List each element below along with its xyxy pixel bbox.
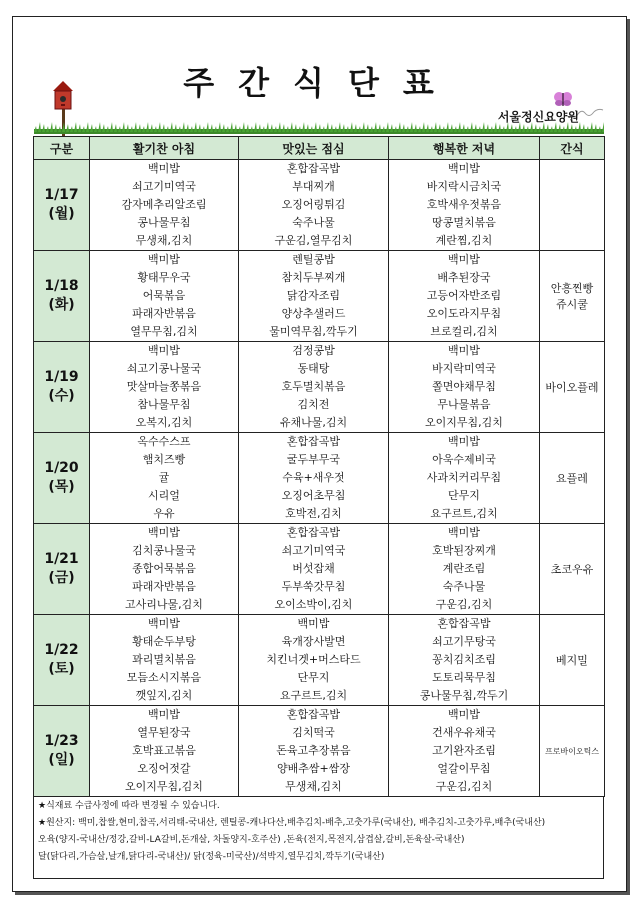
breakfast-cell — [90, 342, 239, 433]
menu-item: 호박전,김치 — [285, 507, 342, 520]
menu-item: 사과치커리무침 — [426, 471, 502, 484]
menu-item: 백미밥 — [148, 708, 180, 721]
menu-item: 오징어젓갈 — [137, 762, 191, 775]
menu-item: 쫄면야채무침 — [432, 380, 496, 393]
menu-item: 바지락시금치국 — [426, 180, 502, 193]
column-header: 활기찬 아침 — [90, 137, 239, 160]
menu-item: 동태탕 — [297, 362, 330, 375]
menu-item: 백미밥 — [148, 617, 180, 630]
menu-item: 열무무침,김치 — [130, 325, 198, 338]
menu-item: 백미밥 — [148, 526, 180, 539]
breakfast-cell — [90, 433, 239, 524]
menu-item: 얼갈이무침 — [437, 762, 491, 775]
menu-item: 고사리나물,김치 — [125, 598, 203, 611]
day-row — [34, 433, 605, 524]
page-title: 주간식단표 — [183, 64, 458, 102]
notes-box — [33, 796, 604, 879]
lunch-cell — [239, 433, 389, 524]
menu-item: 백미밥 — [297, 617, 330, 630]
breakfast-cell — [90, 706, 239, 797]
menu-item: 오이소박이,김치 — [274, 598, 353, 611]
breakfast-cell — [90, 251, 239, 342]
day-date: 1/17 — [44, 187, 79, 203]
menu-item: 파래자반볶음 — [132, 580, 196, 593]
weekly-menu-table — [33, 136, 605, 797]
menu-item: 고기완자조림 — [432, 744, 496, 757]
day-label — [34, 342, 90, 433]
menu-item: 백미밥 — [448, 253, 480, 266]
menu-item: 꽈리멸치볶음 — [132, 653, 196, 666]
day-row — [34, 342, 605, 433]
menu-item: 숙주나물 — [292, 216, 335, 229]
menu-item: 오이지무침,김치 — [425, 416, 503, 429]
column-header: 맛있는 점심 — [239, 137, 389, 160]
menu-item: 감자메추리알조림 — [121, 198, 207, 211]
menu-item: 수육+새우젓 — [282, 471, 345, 484]
menu-item: 구운김,김치 — [435, 598, 493, 611]
day-row — [34, 706, 605, 797]
note-line: ★식재료 수급사정에 따라 변경될 수 있습니다. — [38, 801, 220, 811]
menu-item: 건새우유채국 — [432, 726, 496, 739]
grass-decoration — [34, 120, 604, 134]
menu-item: 백미밥 — [148, 162, 180, 175]
day-date: 1/22 — [44, 642, 79, 658]
lunch-cell — [239, 160, 389, 251]
menu-item: 유채나물,김치 — [279, 416, 348, 429]
table-header-row — [34, 137, 605, 160]
menu-item: 백미밥 — [448, 435, 480, 448]
menu-item: 쇠고기콩나물국 — [126, 362, 202, 375]
menu-item: 혼합잡곡밥 — [286, 435, 341, 448]
menu-item: 호두멸치볶음 — [281, 380, 346, 393]
menu-item: 혼합잡곡밥 — [286, 526, 341, 539]
menu-item: 계란조림 — [442, 562, 486, 575]
menu-item: 열무된장국 — [137, 726, 191, 739]
menu-item: 오이지무침,김치 — [125, 780, 203, 793]
menu-item: 버섯잡채 — [292, 562, 335, 575]
day-weekday: (목) — [48, 479, 75, 495]
snack-item: 안흥찐빵 쥬시쿨 — [550, 282, 594, 311]
breakfast-cell — [90, 615, 239, 706]
column-header: 간식 — [540, 137, 605, 160]
breakfast-cell — [90, 524, 239, 615]
dinner-cell — [389, 251, 540, 342]
menu-item: 백미밥 — [148, 253, 180, 266]
column-header: 구분 — [34, 137, 90, 160]
day-row — [34, 160, 605, 251]
menu-item: 고등어자반조림 — [426, 289, 502, 302]
snack-cell — [540, 342, 605, 433]
note-line: 오육(양지-국내산/정강,갈비-LA갈비,돈개살, 차돌양지-호주산) ,돈육(전지,목전지,삼겹살,갈비,돈육살-국내산) — [38, 835, 465, 845]
snack-item: 요플레 — [556, 472, 588, 485]
lunch-cell — [239, 342, 389, 433]
day-date: 1/19 — [44, 369, 79, 385]
lunch-cell — [239, 251, 389, 342]
menu-item: 백미밥 — [448, 162, 480, 175]
day-weekday: (토) — [48, 661, 75, 677]
menu-item: 황태무우국 — [137, 271, 191, 284]
snack-item: 바이오플레 — [545, 381, 599, 394]
menu-item: 양배추쌈+쌈장 — [277, 762, 350, 775]
menu-item: 단무지 — [448, 489, 480, 502]
menu-item: 구운김,김치 — [435, 780, 493, 793]
menu-item: 양상추샐러드 — [281, 307, 346, 320]
day-label — [34, 433, 90, 524]
snack-cell — [540, 160, 605, 251]
lunch-cell — [239, 524, 389, 615]
menu-item: 참나물무침 — [137, 398, 191, 411]
column-header: 행복한 저녁 — [389, 137, 540, 160]
day-weekday: (화) — [48, 297, 75, 313]
menu-item: 배추된장국 — [437, 271, 491, 284]
menu-item: 돈육고추장볶음 — [276, 744, 351, 757]
dinner-cell — [389, 706, 540, 797]
menu-item: 물미역무침,깍두기 — [269, 325, 358, 338]
menu-item: 땅콩멸치볶음 — [432, 216, 496, 229]
note-line: 달(닭다리,가슴살,날개,닭다리-국내산)/ 닭(정육-미국산)/석박지,열무김치,깍두기(국내산) — [38, 852, 385, 862]
snack-item: 프로바이오틱스 — [544, 746, 600, 756]
menu-item: 호박된장찌개 — [432, 544, 496, 557]
snack-item: 베지밀 — [556, 654, 588, 667]
menu-item: 렌틸콩밥 — [292, 253, 335, 266]
menu-item: 검정콩밥 — [292, 344, 335, 357]
menu-item: 파래자반볶음 — [132, 307, 196, 320]
menu-item: 닭감자조림 — [286, 289, 341, 302]
snack-cell — [540, 706, 605, 797]
dinner-cell — [389, 524, 540, 615]
snack-item: 초코우유 — [550, 563, 594, 576]
menu-item: 무생채,김치 — [285, 780, 342, 793]
day-date: 1/21 — [44, 551, 79, 567]
day-date: 1/18 — [44, 278, 79, 294]
menu-item: 우유 — [153, 507, 175, 520]
day-weekday: (금) — [48, 570, 75, 586]
menu-item: 귤 — [158, 471, 170, 484]
snack-cell — [540, 433, 605, 524]
dinner-cell — [389, 342, 540, 433]
menu-item: 호박새우젓볶음 — [426, 198, 502, 211]
menu-item: 요구르트,김치 — [430, 507, 498, 520]
menu-item: 백미밥 — [148, 344, 180, 357]
menu-item: 옥수수스프 — [137, 435, 191, 448]
menu-item: 오징어초무침 — [281, 489, 346, 502]
menu-item: 오이도라지무침 — [426, 307, 502, 320]
menu-item: 쇠고기미역국 — [281, 544, 346, 557]
menu-item: 호박표고볶음 — [132, 744, 196, 757]
snack-cell — [540, 615, 605, 706]
menu-item: 바지락미역국 — [432, 362, 496, 375]
menu-item: 콩나물무침,깍두기 — [419, 689, 509, 702]
menu-item: 무생채,김치 — [135, 234, 193, 247]
dinner-cell — [389, 433, 540, 524]
menu-item: 아욱수제비국 — [432, 453, 496, 466]
menu-item: 요구르트,김치 — [279, 689, 348, 702]
menu-item: 백미밥 — [448, 526, 480, 539]
day-label — [34, 706, 90, 797]
day-label — [34, 524, 90, 615]
menu-item: 꽁치김치조림 — [432, 653, 496, 666]
menu-item: 숙주나물 — [442, 580, 486, 593]
menu-item: 무나물볶음 — [437, 398, 491, 411]
menu-item: 햄치즈빵 — [142, 453, 186, 466]
day-row — [34, 524, 605, 615]
menu-item: 쇠고기미역국 — [132, 180, 196, 193]
menu-item: 어묵볶음 — [142, 289, 186, 302]
day-date: 1/23 — [44, 733, 79, 749]
dinner-cell — [389, 615, 540, 706]
day-date: 1/20 — [44, 460, 79, 476]
menu-item: 모듬소시지볶음 — [126, 671, 202, 684]
menu-item: 육개장사발면 — [281, 635, 346, 648]
day-label — [34, 251, 90, 342]
day-weekday: (월) — [48, 206, 75, 222]
day-label — [34, 160, 90, 251]
menu-item: 시리얼 — [148, 489, 180, 502]
menu-item: 쇠고기무탕국 — [432, 635, 496, 648]
menu-item: 구운김,열무김치 — [274, 234, 353, 247]
menu-item: 참치두부찌개 — [281, 271, 346, 284]
day-label — [34, 615, 90, 706]
menu-item: 백미밥 — [448, 344, 480, 357]
menu-item: 혼합잡곡밥 — [286, 708, 341, 721]
day-row — [34, 615, 605, 706]
menu-item: 콩나물무침 — [137, 216, 191, 229]
breakfast-cell — [90, 160, 239, 251]
day-row — [34, 251, 605, 342]
flight-path-icon — [575, 107, 605, 119]
organization-name: 서울정신요양원 — [497, 110, 579, 124]
snack-cell — [540, 251, 605, 342]
menu-item: 김치전 — [297, 398, 330, 411]
snack-cell — [540, 524, 605, 615]
day-weekday: (일) — [48, 752, 75, 768]
menu-item: 치킨너겟+머스타드 — [266, 653, 361, 666]
lunch-cell — [239, 615, 389, 706]
menu-item: 브로컬리,김치 — [430, 325, 498, 338]
menu-item: 굴두부무국 — [286, 453, 341, 466]
menu-item: 맛살마늘쫑볶음 — [126, 380, 202, 393]
menu-item: 백미밥 — [448, 708, 480, 721]
menu-item: 계란찜,김치 — [435, 234, 493, 247]
day-weekday: (수) — [48, 388, 75, 404]
menu-item: 부대찌개 — [292, 180, 335, 193]
menu-item: 오징어링튀김 — [281, 198, 346, 211]
menu-item: 혼합잡곡밥 — [437, 617, 491, 630]
menu-item: 김치떡국 — [292, 726, 335, 739]
menu-item: 종합어묵볶음 — [132, 562, 196, 575]
menu-item: 황태순두부탕 — [132, 635, 196, 648]
lunch-cell — [239, 706, 389, 797]
menu-item: 두부쑥갓무침 — [281, 580, 346, 593]
menu-item: 깻잎지,김치 — [135, 689, 193, 702]
menu-item: 김치콩나물국 — [132, 544, 196, 557]
dinner-cell — [389, 160, 540, 251]
menu-item: 도토리묵무침 — [432, 671, 496, 684]
menu-item: 오복지,김치 — [135, 416, 193, 429]
note-line: ★원산지: 백미,찹쌀,현미,찹곡,서리태-국내산, 렌틸콩-캐나다산,배추김치-배추,고춧가루(국내산), 배추김치-고춧가루,배추(국내산) — [38, 818, 546, 828]
menu-item: 혼합잡곡밥 — [286, 162, 341, 175]
menu-item: 단무지 — [297, 671, 330, 684]
